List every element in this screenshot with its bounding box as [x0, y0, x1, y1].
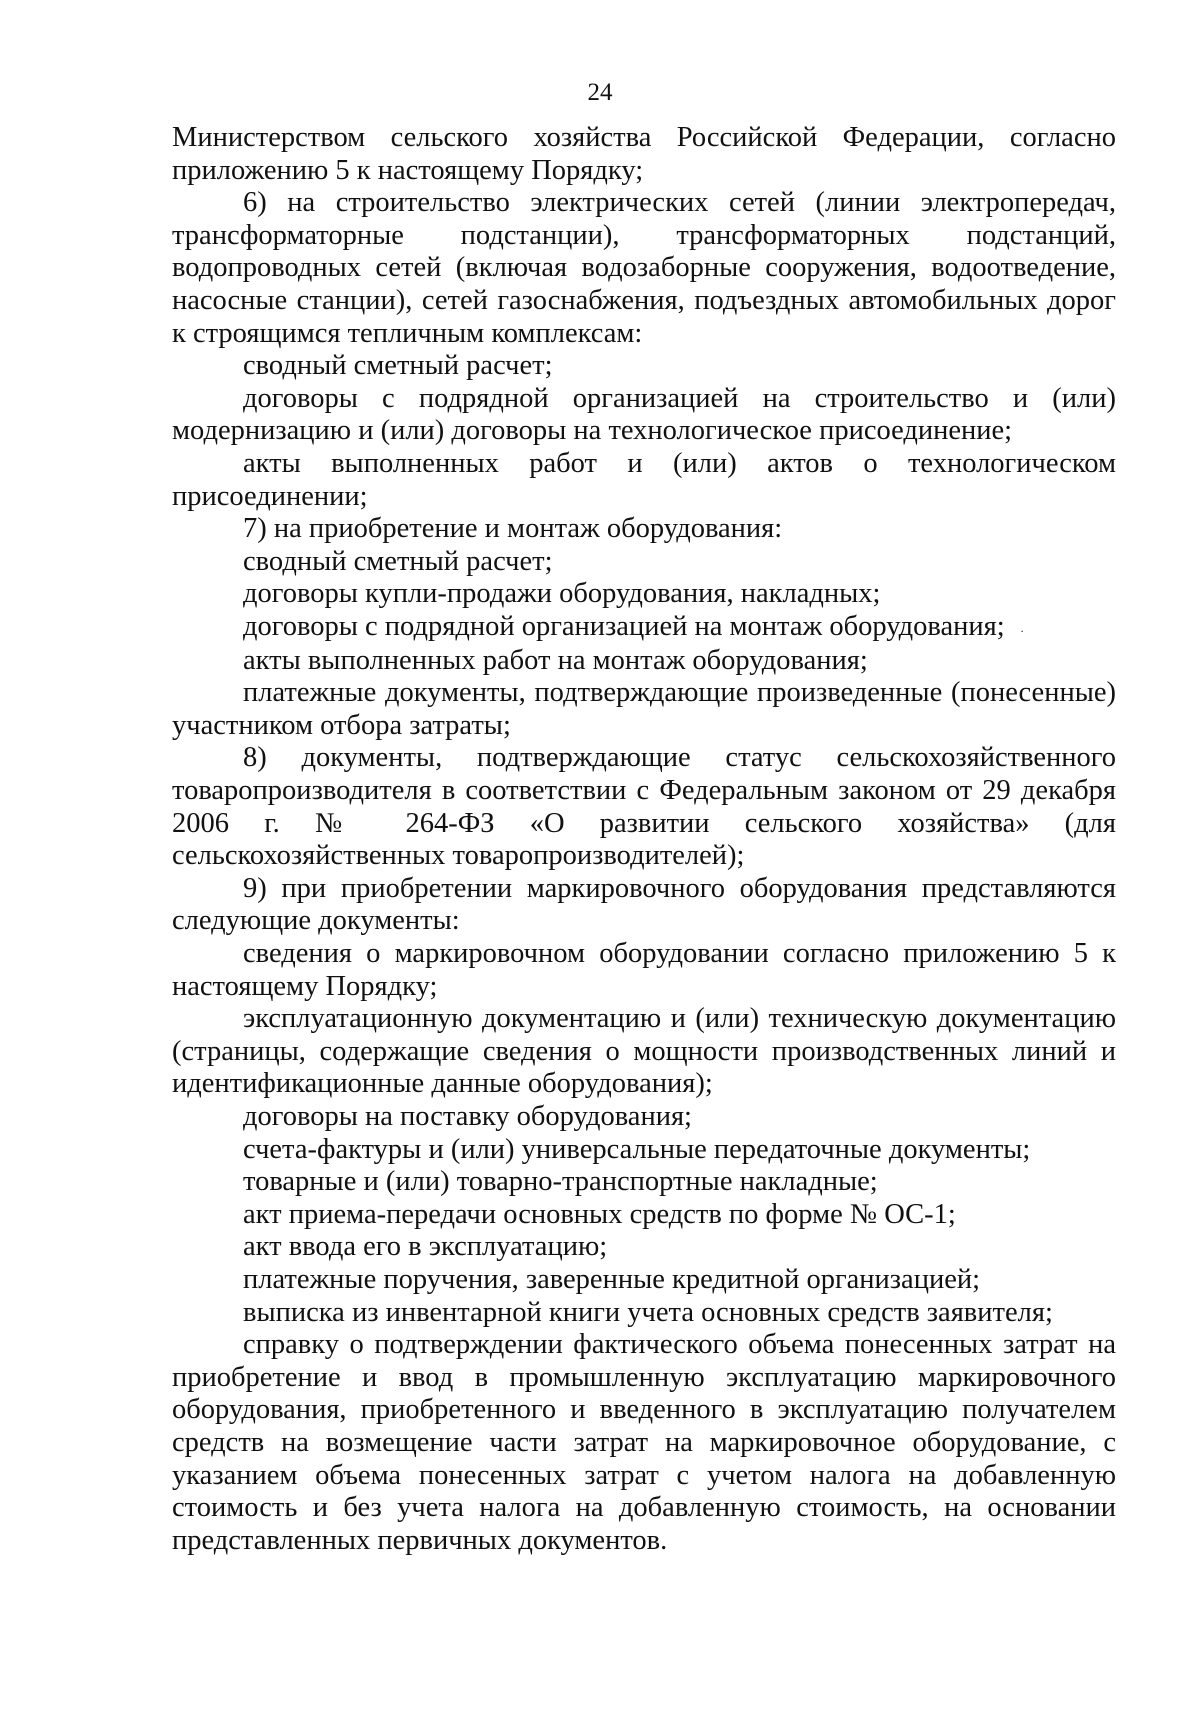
paragraph	[172, 1101, 1116, 1134]
paragraph-text: 9) при приобретении маркировочного оборудования представляются следующие документы:	[172, 872, 1116, 937]
paragraph-text: акты выполненных работ на монтаж оборудования;	[243, 644, 868, 676]
paragraph	[172, 1134, 1116, 1167]
paragraph	[172, 1231, 1116, 1264]
paragraph-text: Министерством сельского хозяйства Российской Федерации, согласно приложению 5 к настоящему Порядку;	[172, 122, 1116, 186]
paragraph-text: выписка из инвентарной книги учета основных средств заявителя;	[243, 1296, 1053, 1328]
paragraph	[172, 122, 1116, 187]
paragraph-text: акт ввода его в эксплуатацию;	[243, 1231, 608, 1263]
paragraph-text: 6) на строительство электрических сетей (линии электропередач, трансформаторные подстанции), трансформаторных подстанций, водопроводных сетей (включая водозаборные сооружения, водоотведение, насосные станции), сетей газоснабжения, подъездных автомобильных дорог к строящимся тепличным комплексам:	[172, 187, 1116, 349]
paragraph-text: договоры купли-продажи оборудования, накладных;	[243, 578, 881, 610]
page-number: 24	[587, 79, 613, 106]
paragraph-text: 8) документы, подтверждающие статус сельскохозяйственного товаропроизводителя в соответствии с Федеральным законом от 29 декабря 2006 г. № 264-ФЗ «О развитии сельского хозяйства» (для сельскохозяйственных товаропроизводителей);	[172, 742, 1116, 872]
paragraph-text: товарные и (или) товарно-транспортные накладные;	[243, 1166, 878, 1198]
paragraph-text: сведения о маркировочном оборудовании согласно приложению 5 к настоящему Порядку;	[172, 938, 1116, 1002]
paragraph-text: платежные документы, подтверждающие произведенные (понесенные) участником отбора затраты;	[172, 677, 1116, 741]
paragraph	[172, 187, 1116, 350]
paragraph	[172, 645, 1116, 678]
paragraph-text: сводный сметный расчет;	[243, 545, 553, 577]
paragraph	[172, 938, 1116, 1003]
paragraph	[172, 448, 1116, 513]
paragraph-text: договоры на поставку оборудования;	[243, 1100, 692, 1132]
paragraph	[172, 742, 1116, 872]
paragraph-text: платежные поручения, заверенные кредитной организацией;	[243, 1263, 981, 1295]
paragraph	[172, 513, 1116, 546]
paragraph-text: акт приема-передачи основных средств по форме № ОС-1;	[243, 1198, 956, 1230]
paragraph-text: счета-фактуры и (или) универсальные передаточные документы;	[243, 1133, 1031, 1165]
paragraph-text: 7) на приобретение и монтаж оборудования:	[243, 513, 783, 545]
paragraph-text: договоры с подрядной организацией на строительство и (или) модернизацию и (или) договоры на технологическое присоединение;	[172, 382, 1116, 447]
paragraph	[172, 611, 1116, 645]
paragraph	[172, 1329, 1116, 1557]
paragraph	[172, 1199, 1116, 1232]
paragraph	[172, 350, 1116, 383]
paragraph	[172, 1003, 1116, 1101]
paragraph	[172, 873, 1116, 938]
paragraph-text: эксплуатационную документацию и (или) техническую документацию (страницы, содержащие сведения о мощности производственных линий и идентификационные данные оборудования);	[172, 1003, 1116, 1100]
paragraph	[172, 1297, 1116, 1330]
paragraph-text: акты выполненных работ и (или) актов о технологическом присоединении;	[172, 447, 1116, 512]
paragraph	[172, 677, 1116, 742]
paragraph	[172, 383, 1116, 448]
stray-mark: .	[1020, 621, 1024, 636]
paragraph	[172, 578, 1116, 611]
document-body	[172, 122, 1116, 1557]
paragraph	[172, 1264, 1116, 1297]
paragraph-text: договоры с подрядной организацией на монтаж оборудования;	[243, 610, 1005, 642]
paragraph-text: справку о подтверждении фактического объема понесенных затрат на приобретение и ввод в промышленную эксплуатацию маркировочного оборудования, приобретенного и введенного в эксплуатацию получателем средств на возмещение части затрат на маркировочное оборудование, с указанием объема понесенных затрат с учетом налога на добавленную стоимость и без учета налога на добавленную стоимость, на основании представленных первичных документов.	[172, 1329, 1116, 1556]
paragraph	[172, 1166, 1116, 1199]
paragraph	[172, 546, 1116, 579]
paragraph-text: сводный сметный расчет;	[243, 350, 553, 382]
